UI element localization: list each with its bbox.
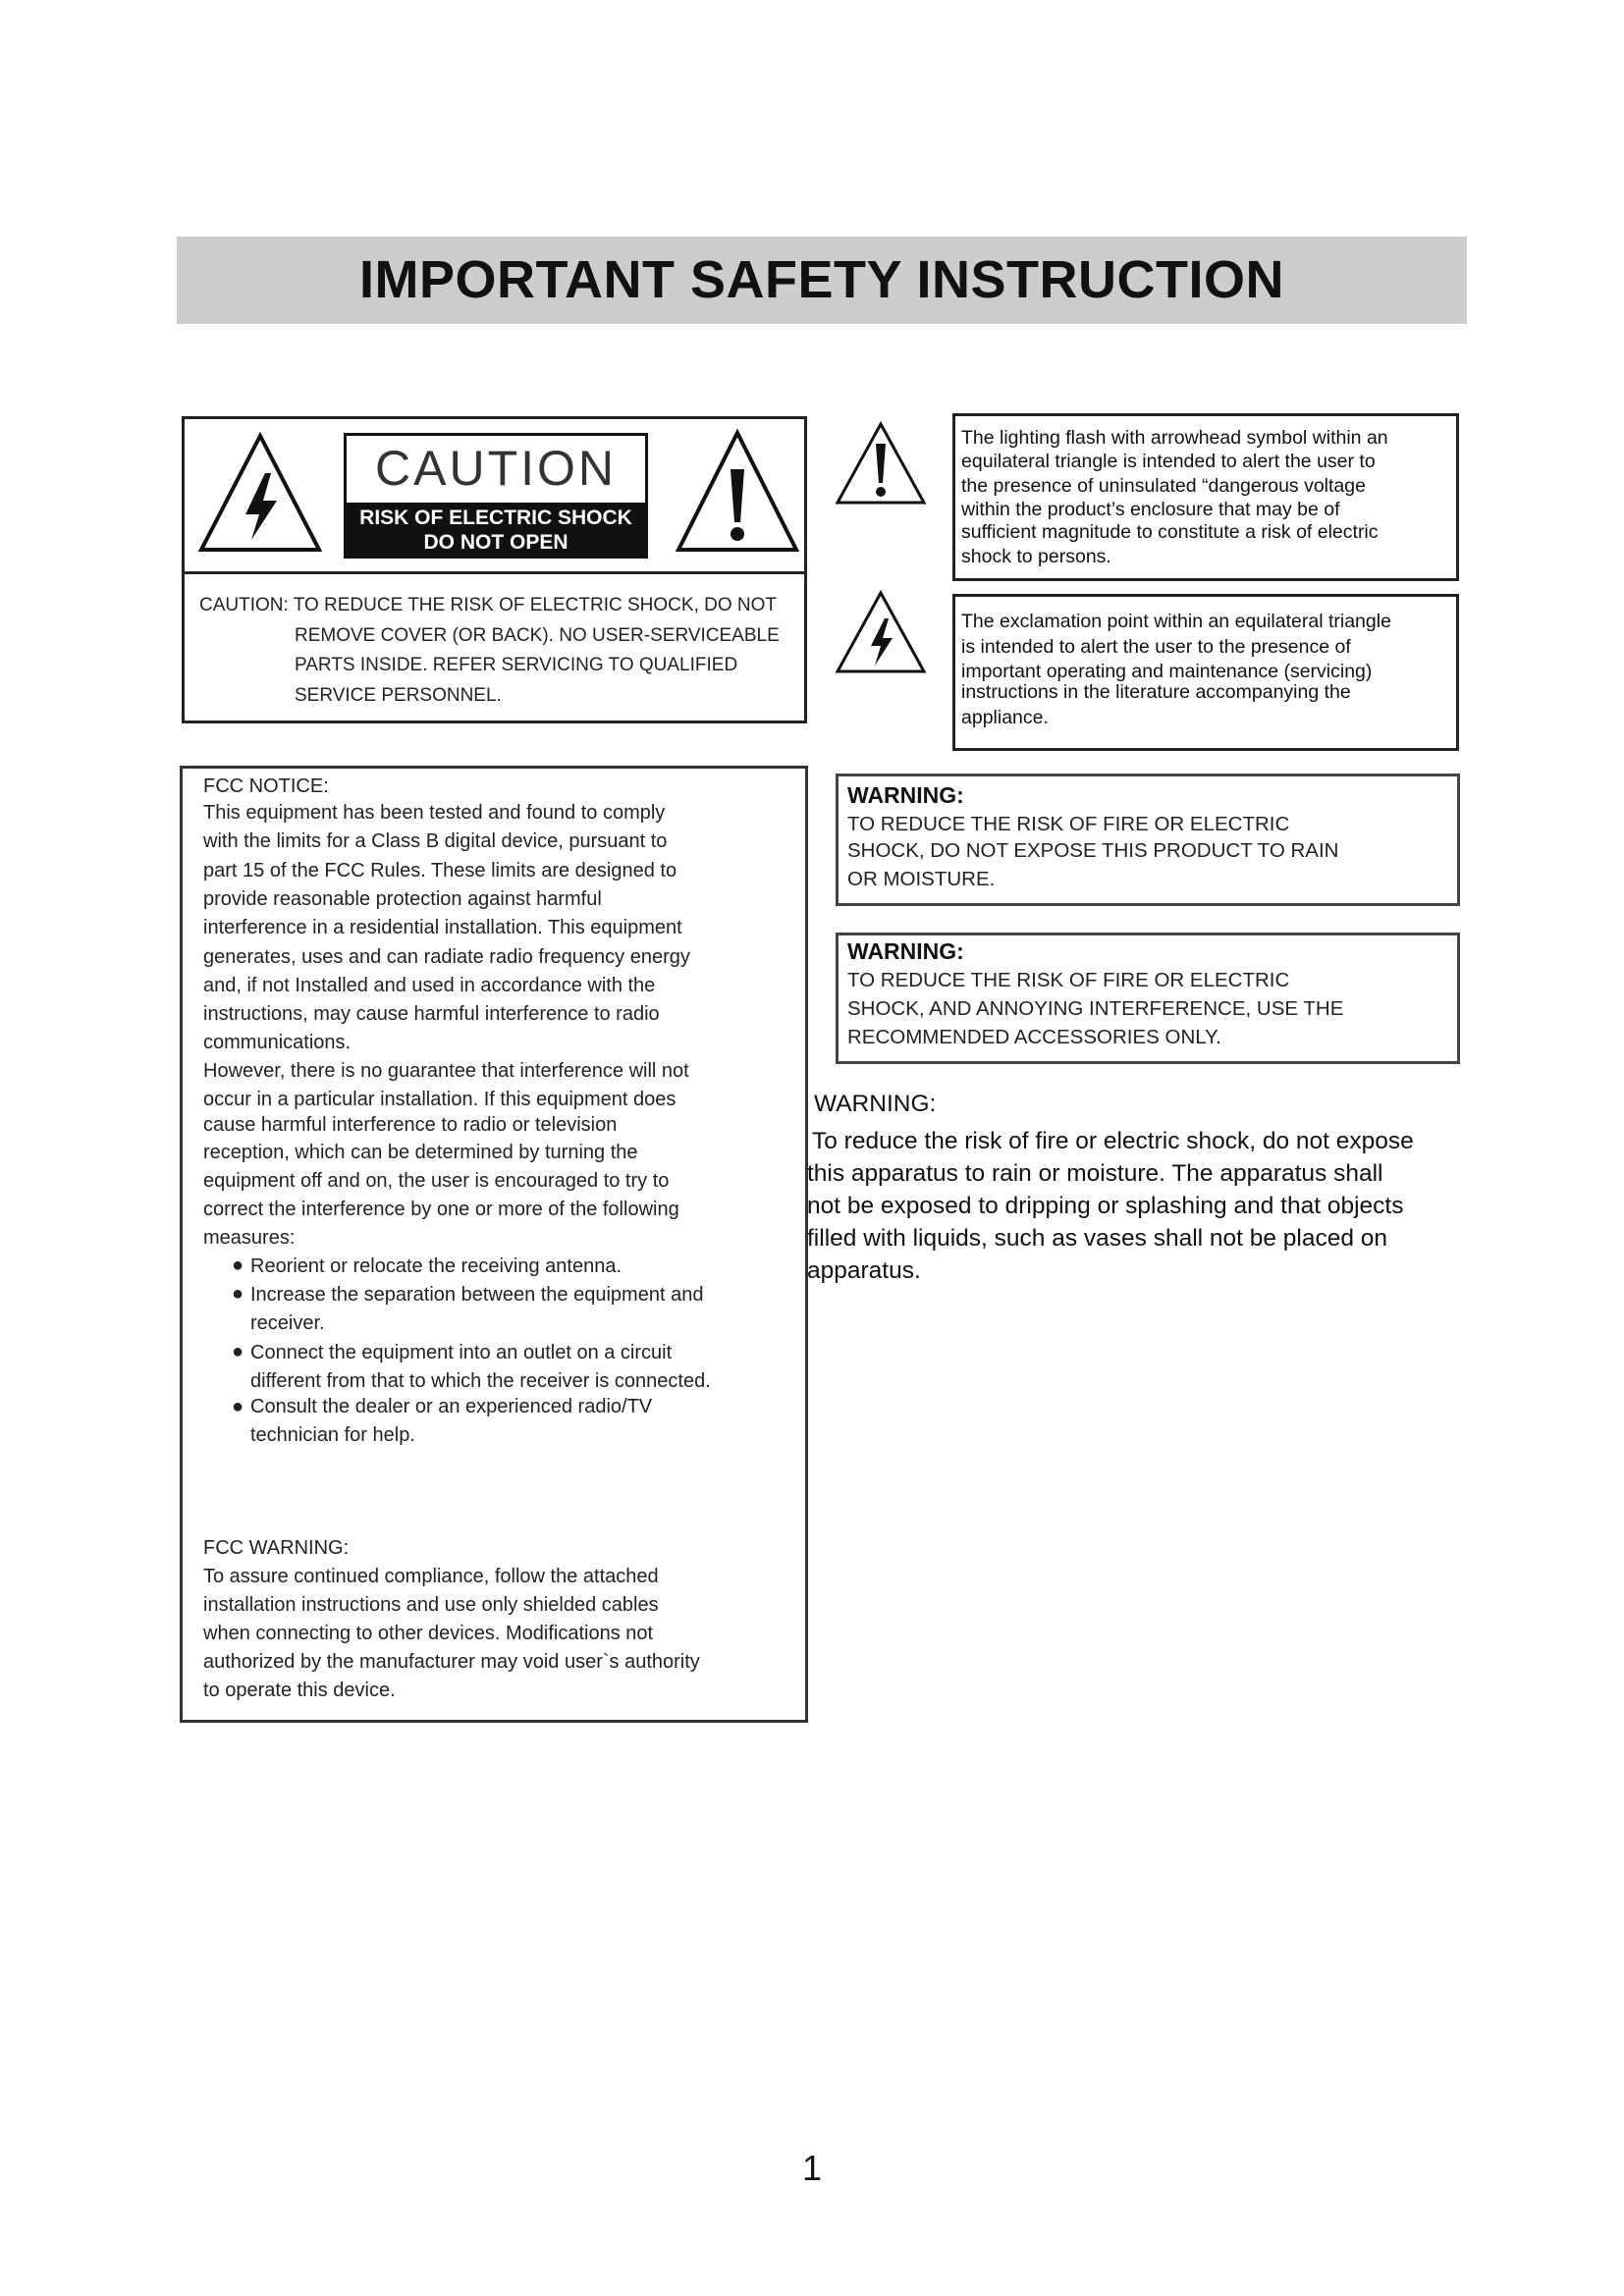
exclamation-symbol-line: important operating and maintenance (servicing) — [961, 661, 1373, 682]
lightning-symbol-line: equilateral triangle is intended to alert the user to — [961, 451, 1376, 472]
lightning-symbol-line: The lighting flash with arrowhead symbol within an — [961, 427, 1388, 449]
lightning-symbol-line: shock to persons. — [961, 546, 1111, 567]
lightning-triangle-icon — [834, 589, 928, 675]
fcc-warning-line: authorized by the manufacturer may void user`s authority — [203, 1651, 700, 1673]
lightning-symbol-line: within the product’s enclosure that may be of — [961, 499, 1340, 520]
warning-line: OR MOISTURE. — [847, 868, 996, 890]
lightning-symbol-line: the presence of uninsulated “dangerous voltage — [961, 475, 1366, 497]
caution-text-line: CAUTION: TO REDUCE THE RISK OF ELECTRIC SHOCK, DO NOT — [199, 595, 778, 615]
fcc-notice-line: and, if not Installed and used in accordance with the — [203, 975, 656, 996]
bullet-icon: ● — [232, 1396, 244, 1417]
warning-line: SHOCK, AND ANNOYING INTERFERENCE, USE THE — [847, 997, 1344, 1020]
fcc-notice-line: with the limits for a Class B digital device, pursuant to — [203, 830, 668, 852]
exclamation-symbol-line: instructions in the literature accompanying the — [961, 681, 1351, 703]
exclamation-warning-icon — [674, 428, 801, 558]
warning-line: TO REDUCE THE RISK OF FIRE OR ELECTRIC — [847, 813, 1290, 835]
fcc-notice-line: correct the interference by one or more of the following — [203, 1199, 679, 1220]
fcc-notice-line: reception, which can be determined by turning the — [203, 1142, 638, 1163]
fcc-bullet-line: Reorient or relocate the receiving antenna. — [250, 1255, 623, 1277]
fcc-warning-line: when connecting to other devices. Modifications not — [203, 1623, 654, 1644]
fcc-notice-line: generates, uses and can radiate radio frequency energy — [203, 946, 690, 968]
fcc-notice-line: This equipment has been tested and found to comply — [203, 802, 666, 824]
fcc-notice-line: occur in a particular installation. If this equipment does — [203, 1089, 677, 1110]
fcc-warning-line: To assure continued compliance, follow the attached — [203, 1566, 659, 1587]
lightning-warning-icon — [196, 430, 324, 558]
exclamation-triangle-icon — [834, 420, 928, 507]
fcc-warning-heading: FCC WARNING: — [203, 1537, 350, 1559]
fcc-notice-line: measures: — [203, 1227, 296, 1249]
fcc-bullet-line: different from that to which the receiver is connected. — [250, 1370, 711, 1392]
caution-divider — [182, 571, 807, 574]
warning-line: RECOMMENDED ACCESSORIES ONLY. — [847, 1026, 1221, 1048]
fcc-notice-line: communications. — [203, 1032, 352, 1053]
exclamation-symbol-line: is intended to alert the user to the presence of — [961, 636, 1351, 658]
fcc-warning-line: to operate this device. — [203, 1680, 396, 1701]
fcc-bullet-line: Increase the separation between the equipment and — [250, 1284, 704, 1306]
fcc-bullet-line: receiver. — [250, 1312, 325, 1334]
warning-heading: WARNING: — [847, 782, 964, 808]
caution-do-not-open-text: DO NOT OPEN — [423, 531, 568, 554]
page-number: 1 — [801, 2148, 823, 2188]
warning-text-line: this apparatus to rain or moisture. The apparatus shall — [807, 1160, 1383, 1187]
fcc-notice-line: equipment off and on, the user is encouraged to try to — [203, 1170, 670, 1192]
bullet-icon: ● — [232, 1255, 244, 1276]
lightning-symbol-line: sufficient magnitude to constitute a risk of electric — [961, 521, 1379, 543]
fcc-notice-line: cause harmful interference to radio or television — [203, 1114, 618, 1136]
warning-line: TO REDUCE THE RISK OF FIRE OR ELECTRIC — [847, 969, 1290, 991]
fcc-notice-line: instructions, may cause harmful interference to radio — [203, 1003, 660, 1025]
bullet-icon: ● — [232, 1341, 244, 1362]
fcc-bullet-line: technician for help. — [250, 1424, 415, 1446]
caution-text-line: REMOVE COVER (OR BACK). NO USER-SERVICEABLE — [295, 625, 780, 646]
page-title: IMPORTANT SAFETY INSTRUCTION — [359, 250, 1284, 309]
warning-text-line: not be exposed to dripping or splashing and that objects — [807, 1193, 1404, 1219]
fcc-notice-line: interference in a residential installation. This equipment — [203, 917, 682, 938]
warning-line: SHOCK, DO NOT EXPOSE THIS PRODUCT TO RAIN — [847, 839, 1339, 862]
warning-text-line: apparatus. — [807, 1257, 921, 1284]
fcc-notice-line: part 15 of the FCC Rules. These limits are designed to — [203, 860, 677, 881]
fcc-warning-line: installation instructions and use only shielded cables — [203, 1594, 659, 1616]
bullet-icon: ● — [232, 1283, 244, 1305]
caution-word: CAUTION — [375, 441, 617, 496]
fcc-bullet-line: Consult the dealer or an experienced radio/TV — [250, 1396, 653, 1417]
warning-heading: WARNING: — [814, 1091, 937, 1117]
caution-text-line: SERVICE PERSONNEL. — [295, 685, 502, 706]
fcc-bullet-line: Connect the equipment into an outlet on a circuit — [250, 1342, 673, 1363]
fcc-notice-line: However, there is no guarantee that interference will not — [203, 1060, 689, 1082]
fcc-notice-line: provide reasonable protection against harmful — [203, 888, 602, 910]
caution-risk-text: RISK OF ELECTRIC SHOCK — [359, 507, 632, 529]
fcc-notice-heading: FCC NOTICE: — [203, 775, 329, 797]
caution-text-line: PARTS INSIDE. REFER SERVICING TO QUALIFIED — [295, 655, 738, 675]
warning-heading: WARNING: — [847, 938, 964, 964]
exclamation-symbol-line: appliance. — [961, 707, 1049, 728]
warning-text-line: To reduce the risk of fire or electric shock, do not expose — [812, 1128, 1414, 1154]
exclamation-symbol-line: The exclamation point within an equilateral triangle — [961, 611, 1391, 632]
warning-text-line: filled with liquids, such as vases shall not be placed on — [807, 1225, 1388, 1252]
